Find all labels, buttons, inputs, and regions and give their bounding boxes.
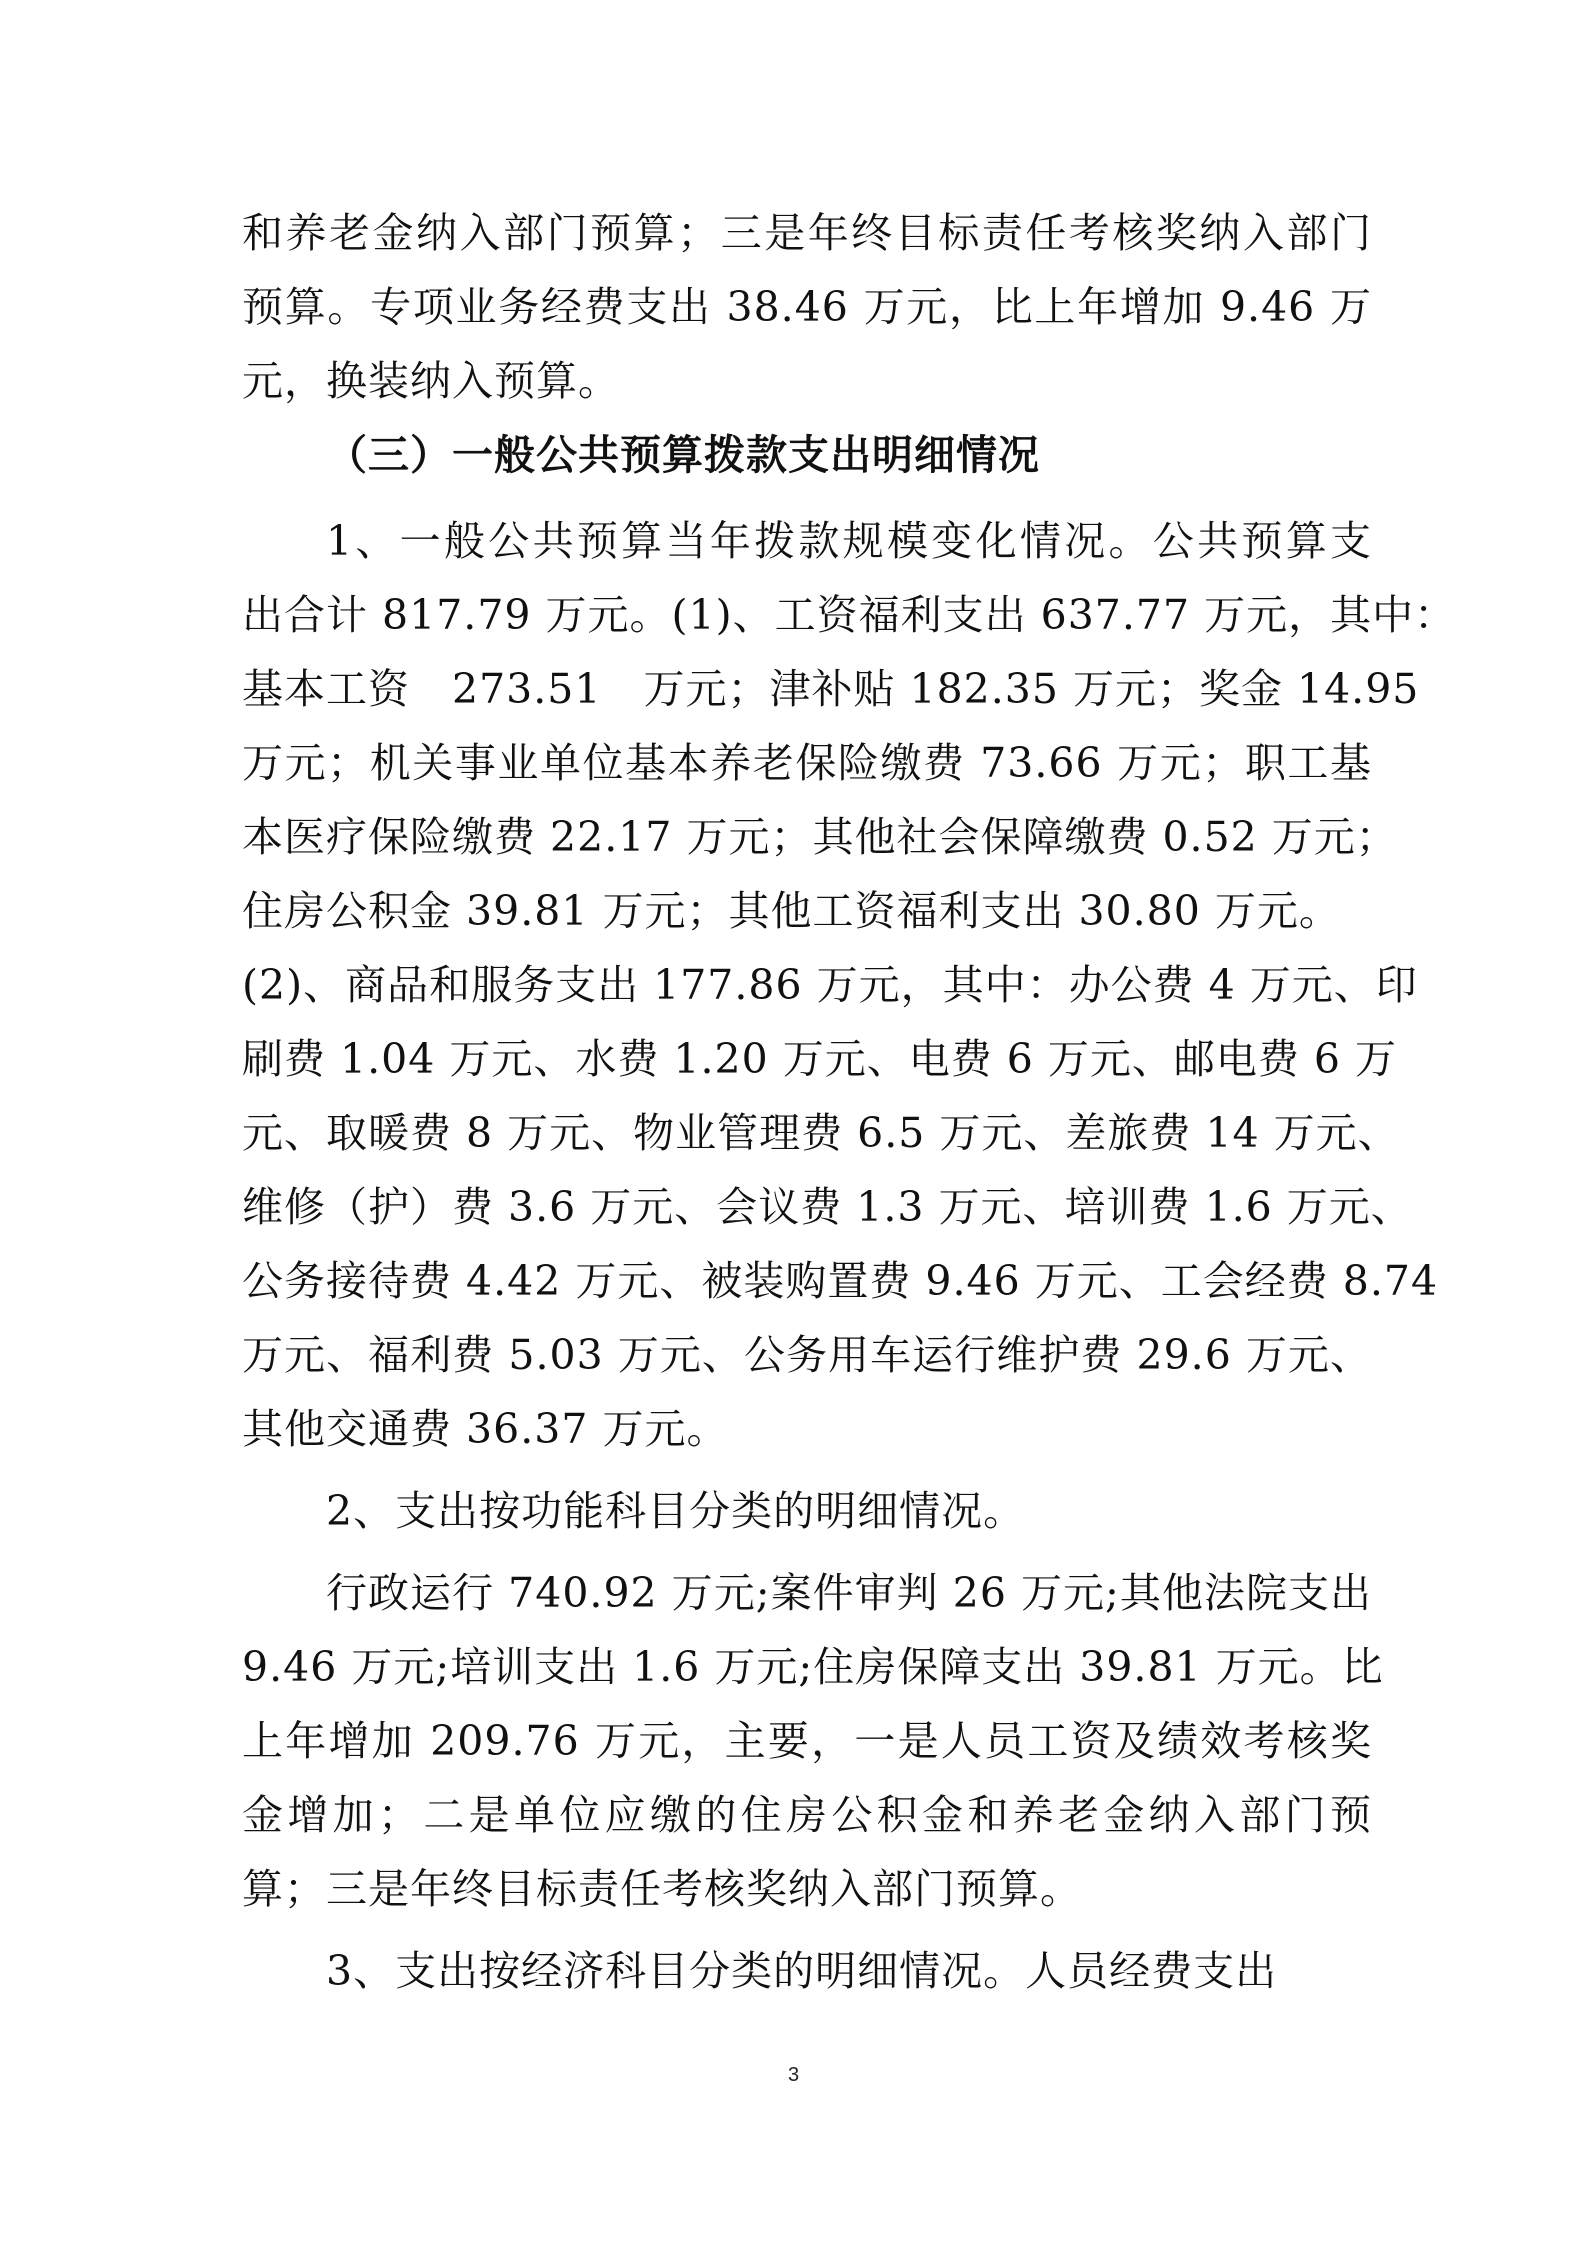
body-text-line: 9.46 万元;培训支出 1.6 万元;住房保障支出 39.81 万元。比 <box>242 1643 1384 1691</box>
body-text-line: 和养老金纳入部门预算；三是年终目标责任考核奖纳入部门 <box>242 209 1372 257</box>
body-text-line: 出合计 817.79 万元。(1)、工资福利支出 637.77 万元，其中： <box>242 591 1457 639</box>
body-text-line: 基本工资 273.51 万元；津补贴 182.35 万元；奖金 14.95 <box>242 665 1420 713</box>
body-text-line: 算；三是年终目标责任考核奖纳入部门预算。 <box>242 1865 1082 1913</box>
body-text-line: (2)、商品和服务支出 177.86 万元，其中：办公费 4 万元、印 <box>242 961 1418 1009</box>
paragraph-first-line: 2、支出按功能科目分类的明细情况。 <box>326 1487 1026 1535</box>
body-text-line: 预算。专项业务经费支出 38.46 万元，比上年增加 9.46 万 <box>242 283 1372 331</box>
paragraph-first-line: 1、一般公共预算当年拨款规模变化情况。公共预算支 <box>326 517 1372 565</box>
body-text-line: 万元；机关事业单位基本养老保险缴费 73.66 万元；职工基 <box>242 739 1372 787</box>
body-text-line: 本医疗保险缴费 22.17 万元；其他社会保障缴费 0.52 万元； <box>242 813 1398 861</box>
body-text-line: 元，换装纳入预算。 <box>242 357 620 405</box>
body-text-line: 其他交通费 36.37 万元。 <box>242 1405 729 1453</box>
body-text-line: 公务接待费 4.42 万元、被装购置费 9.46 万元、工会经费 8.74 <box>242 1257 1439 1305</box>
paragraph-first-line: 行政运行 740.92 万元;案件审判 26 万元;其他法院支出 <box>326 1569 1372 1617</box>
body-text-line: 住房公积金 39.81 万元；其他工资福利支出 30.80 万元。 <box>242 887 1341 935</box>
body-text-line: 元、取暖费 8 万元、物业管理费 6.5 万元、差旅费 14 万元、 <box>242 1109 1400 1157</box>
paragraph-first-line: 3、支出按经济科目分类的明细情况。人员经费支出 <box>326 1947 1278 1995</box>
body-text-line: 刷费 1.04 万元、水费 1.20 万元、电费 6 万元、邮电费 6 万 <box>242 1035 1398 1083</box>
page-number: 3 <box>787 2064 800 2086</box>
body-text-line: 上年增加 209.76 万元，主要，一是人员工资及绩效考核奖 <box>242 1717 1372 1765</box>
body-text-line: 万元、福利费 5.03 万元、公务用车运行维护费 29.6 万元、 <box>242 1331 1372 1379</box>
section-heading: （三）一般公共预算拨款支出明细情况 <box>326 431 1040 479</box>
body-text-line: 维修（护）费 3.6 万元、会议费 1.3 万元、培训费 1.6 万元、 <box>242 1183 1413 1231</box>
body-text-line: 金增加；二是单位应缴的住房公积金和养老金纳入部门预 <box>242 1791 1372 1839</box>
